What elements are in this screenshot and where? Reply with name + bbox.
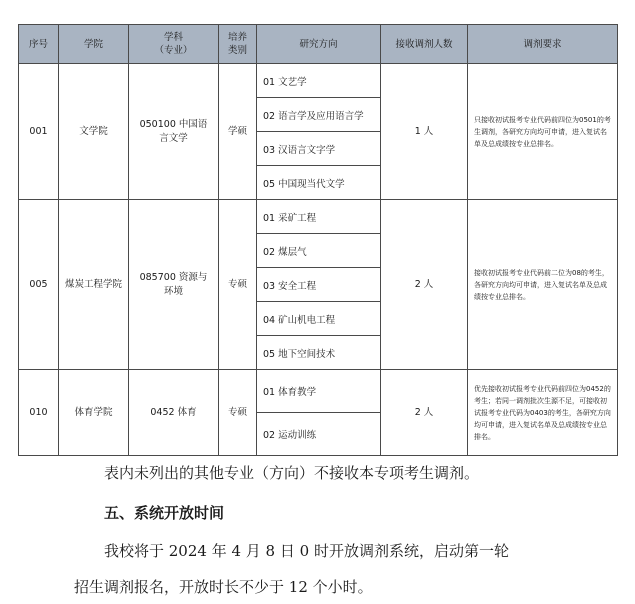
cell-subject: 0452 体育 — [129, 370, 219, 456]
note-text: 表内未列出的其他专业（方向）不接收本专项考生调剂。 — [104, 464, 480, 482]
cell-requirement: 接收初试报考专业代码前二位为08的考生，各研究方向均可申请，进入复试名单及总成绩按专业总排名。 — [468, 200, 618, 370]
cell-type: 专硕 — [219, 200, 257, 370]
section-title: 五、系统开放时间 — [104, 504, 225, 522]
cell-college: 体育学院 — [59, 370, 129, 456]
header-subject: 学科 （专业） — [129, 25, 219, 64]
cell-college: 文学院 — [59, 64, 129, 200]
header-requirement: 调剂要求 — [468, 25, 618, 64]
cell-college: 煤炭工程学院 — [59, 200, 129, 370]
cell-seq: 010 — [19, 370, 59, 456]
header-seq: 序号 — [19, 25, 59, 64]
cell-seq: 005 — [19, 200, 59, 370]
cell-count: 2 人 — [381, 200, 468, 370]
header-count: 接收调剂人数 — [381, 25, 468, 64]
table-header-row — [19, 25, 618, 64]
header-college: 学院 — [59, 25, 129, 64]
cell-direction: 02 运动训练 — [257, 413, 381, 456]
table-row — [19, 200, 618, 234]
cell-direction: 01 文艺学 — [257, 64, 381, 98]
cell-direction: 05 地下空间技术 — [257, 336, 381, 370]
cell-direction: 03 汉语言文字学 — [257, 132, 381, 166]
header-type: 培养 类别 — [219, 25, 257, 64]
cell-seq: 001 — [19, 64, 59, 200]
cell-direction: 01 体育教学 — [257, 370, 381, 413]
cell-type: 学硕 — [219, 64, 257, 200]
paragraph-line-1: 我校将于 2024 年 4 月 8 日 0 时开放调剂系统，启动第一轮 — [104, 542, 509, 560]
cell-subject: 085700 资源与环境 — [129, 200, 219, 370]
cell-requirement: 只接收初试报考专业代码前四位为0501的考生调剂，各研究方向均可申请，进入复试名单及总成绩按专业总排名。 — [468, 64, 618, 200]
paragraph-line-2: 招生调剂报名，开放时长不少于 12 个小时。 — [74, 578, 373, 596]
adjustment-table — [18, 24, 618, 456]
cell-type: 专硕 — [219, 370, 257, 456]
cell-count: 1 人 — [381, 64, 468, 200]
cell-count: 2 人 — [381, 370, 468, 456]
cell-direction: 02 语言学及应用语言学 — [257, 98, 381, 132]
cell-direction: 05 中国现当代文学 — [257, 166, 381, 200]
cell-direction: 04 矿山机电工程 — [257, 302, 381, 336]
cell-subject: 050100 中国语言文学 — [129, 64, 219, 200]
cell-direction: 03 安全工程 — [257, 268, 381, 302]
header-direction: 研究方向 — [257, 25, 381, 64]
table-row — [19, 64, 618, 98]
cell-direction: 02 煤层气 — [257, 234, 381, 268]
cell-requirement: 优先接收初试报考专业代码前四位为0452的考生；若同一调剂批次生源不足，可接收初试报考专业代码为0403的考生，各研究方向均可申请，进入复试名单及总成绩按专业总排名。 — [468, 370, 618, 456]
table-row — [19, 370, 618, 413]
cell-direction: 01 采矿工程 — [257, 200, 381, 234]
